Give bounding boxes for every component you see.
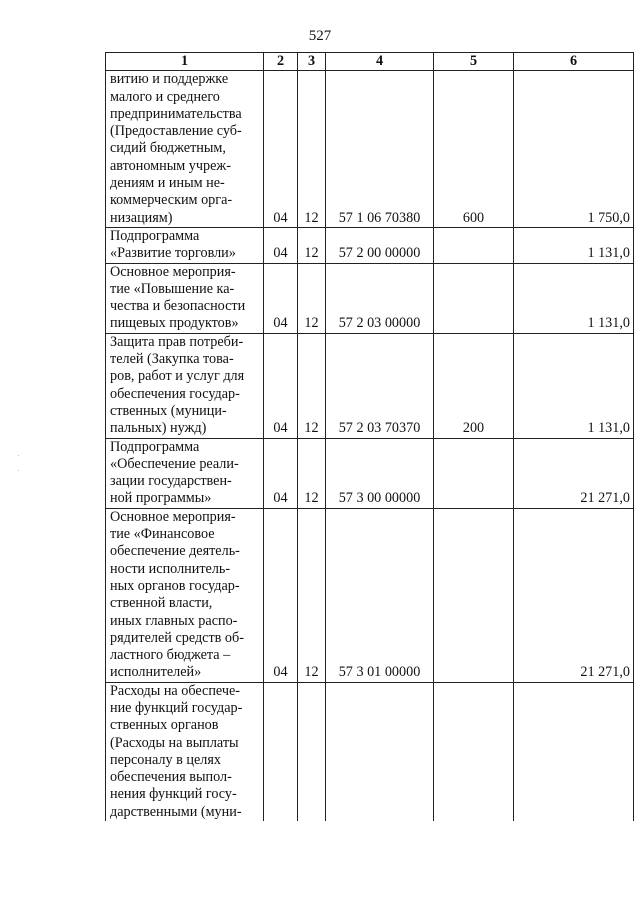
amount: 1 131,0: [514, 263, 634, 333]
scan-speck: [18, 455, 19, 456]
expense-type-code: [434, 263, 514, 333]
target-article-code: 57 2 03 00000: [326, 263, 434, 333]
column-header-5: 5: [434, 53, 514, 71]
table-row: [106, 682, 634, 821]
subsection-code: 12: [298, 71, 326, 228]
section-code: 04: [264, 438, 298, 508]
column-header-1: 1: [106, 53, 264, 71]
expense-type-code: [434, 508, 514, 682]
section-code: 04: [264, 508, 298, 682]
section-code: 04: [264, 227, 298, 263]
expense-type-code: [434, 227, 514, 263]
amount: 1 131,0: [514, 333, 634, 438]
section-code: 04: [264, 263, 298, 333]
page-number: 527: [308, 28, 332, 44]
row-description: Защита прав потреби- телей (Закупка това- ров, работ и услуг для обеспечения государ- ственных (муници- пальных) нужд): [106, 333, 264, 438]
subsection-code: 12: [298, 227, 326, 263]
section-code: 04: [264, 71, 298, 228]
column-header-3: 3: [298, 53, 326, 71]
row-description: витию и поддержке малого и среднего предпринимательства (Предоставление суб- сидий бюджетным, автономным учреж- дениям и иным не- коммерческим орга- низациям): [106, 71, 264, 228]
subsection-code: 12: [298, 333, 326, 438]
target-article-code: 57 2 03 70370: [326, 333, 434, 438]
subsection-code: 12: [298, 263, 326, 333]
table-row: [106, 333, 634, 438]
expense-type-code: 200: [434, 333, 514, 438]
section-code: [264, 682, 298, 821]
expense-type-code: [434, 438, 514, 508]
expense-type-code: 600: [434, 71, 514, 228]
amount: 1 750,0: [514, 71, 634, 228]
target-article-code: 57 1 06 70380: [326, 71, 434, 228]
subsection-code: 12: [298, 508, 326, 682]
table-row: [106, 71, 634, 228]
expense-type-code: [434, 682, 514, 821]
amount: [514, 682, 634, 821]
amount: 1 131,0: [514, 227, 634, 263]
target-article-code: 57 2 00 00000: [326, 227, 434, 263]
target-article-code: 57 3 01 00000: [326, 508, 434, 682]
table-row: [106, 227, 634, 263]
row-description: Основное мероприя- тие «Повышение ка- чества и безопасности пищевых продуктов»: [106, 263, 264, 333]
column-header-4: 4: [326, 53, 434, 71]
budget-table: [105, 52, 634, 821]
subsection-code: [298, 682, 326, 821]
table-row: [106, 263, 634, 333]
amount: 21 271,0: [514, 438, 634, 508]
subsection-code: 12: [298, 438, 326, 508]
row-description: Подпрограмма «Обеспечение реали- зации государствен- ной программы»: [106, 438, 264, 508]
row-description: Расходы на обеспече- ние функций государ- ственных органов (Расходы на выплаты персоналу в целях обеспечения выпол- нения функций госу- дарственными (муни-: [106, 682, 264, 821]
section-code: 04: [264, 333, 298, 438]
row-description: Основное мероприя- тие «Финансовое обеспечение деятель- ности исполнитель- ных органов государ- ственной власти, иных главных распо- рядителей средств об- ластного бюджета – исполнителей»: [106, 508, 264, 682]
header-row: [106, 53, 634, 71]
column-header-2: 2: [264, 53, 298, 71]
row-description: Подпрограмма «Развитие торговли»: [106, 227, 264, 263]
target-article-code: [326, 682, 434, 821]
amount: 21 271,0: [514, 508, 634, 682]
target-article-code: 57 3 00 00000: [326, 438, 434, 508]
table-row: [106, 508, 634, 682]
table-row: [106, 438, 634, 508]
column-header-6: 6: [514, 53, 634, 71]
scan-speck: [18, 470, 19, 471]
